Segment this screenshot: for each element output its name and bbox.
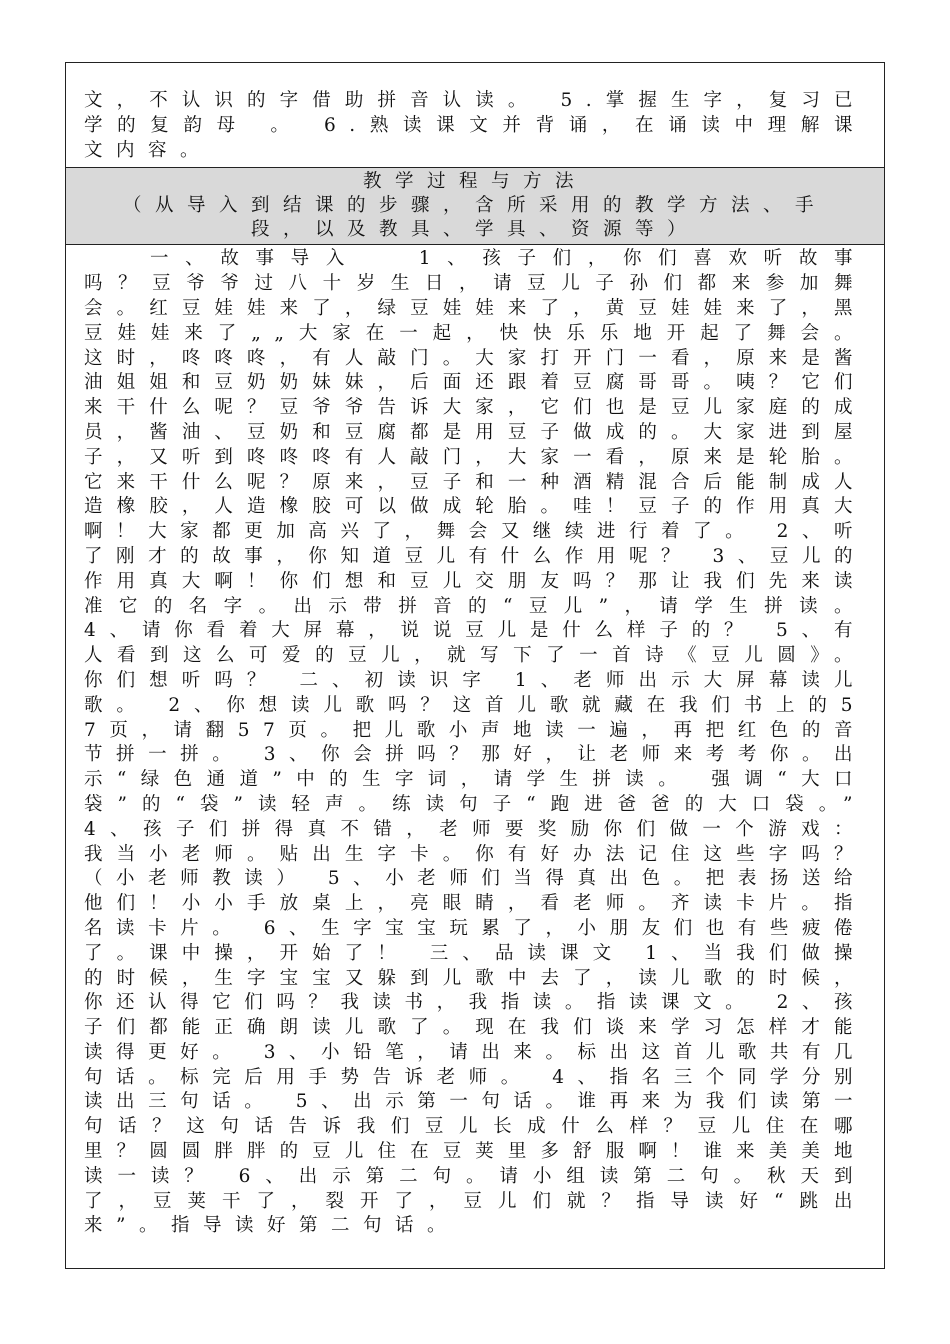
- section-subtitle: （从导入到结课的步骤，含所采用的教学方法、手段，以及教具、学具、资源等）: [122, 195, 827, 241]
- section-header: [66, 168, 884, 245]
- section-title: 教学过程与方法: [362, 171, 587, 193]
- objectives-cell: [66, 63, 884, 168]
- objectives-text: 文，不认识的字借助拼音认读。 5.掌握生字，复习已学的复韵母 。 6.熟读课文并背诵，在诵读中理解课文内容。: [84, 90, 866, 161]
- lesson-plan-table: [65, 62, 885, 1269]
- process-text: 一、故事导入 1、孩子们，你们喜欢听故事吗？豆爷爷过八十岁生日，请豆儿子孙们都来参加舞会。红豆娃娃来了，绿豆娃娃来了，黄豆娃娃来了，黑豆娃娃来了„„大家在一起，快快乐乐地开起了舞会。这时，咚咚咚，有人敲门。大家打开门一看，原来是酱油姐姐和豆奶奶妹妹，后面还跟着豆腐哥哥。咦？它们来干什么呢？豆爷爷告诉大家，它们也是豆儿家庭的成员，酱油、豆奶和豆腐都是用豆子做成的。大家进到屋子，又听到咚咚咚有人敲门，大家一看，原来是轮胎。它来干什么呢？原来，豆子和一种酒精混合后能制成人造橡胶，人造橡胶可以做成轮胎。哇！豆子的作用真大啊！大家都更加高兴了，舞会又继续进行着了。 2、听了刚才的故事，你知道豆儿有什么作用呢？ 3、豆儿的作用真大啊！你们想和豆儿交朋友吗？那让我们先来读准它的名字。出示带拼音的“豆儿”，请学生拼读。 4、请你看着大屏幕，说说豆儿是什么样子的？ 5、有人看到这么可爱的豆儿，就写下了一首诗《豆儿圆》。你们想听吗？ 二、初读识字 1、老师出示大屏幕读儿歌。 2、你想读儿歌吗？这首儿歌就藏在我们书上的57页，请翻57页。把儿歌小声地读一遍，再把红色的音节拼一拼。 3、你会拼吗？那好，让老师来考考你。出示“绿色通道”中的生字词，请学生拼读。 强调“大口袋”的“袋”读轻声。练读句子“跑进爸爸的大口袋。” 4、孩子们拼得真不错，老师要奖励你们做一个游戏：我当小老师。贴出生字卡。你有好办法记住这些字吗？（小老师教读） 5、小老师们当得真出色。把表扬送给他们！小小手放桌上，亮眼睛，看老师。齐读卡片。指名读卡片。 6、生字宝宝玩累了，小朋友们也有些疲倦了。课中操，开始了！ 三、品读课文 1、当我们做操的时候，生字宝宝又躲到儿歌中去了，读儿歌的时候，你还认得它们吗？我读书，我指读。指读课文。 2、孩子们都能正确朗读儿歌了。现在我们谈来学习怎样才能读得更好。 3、小铅笔，请出来。标出这首儿歌共有几句话。标完后用手势告诉老师。 4、指名三个同学分别读出三句话。 5、出示第一句话。谁再来为我们读第一句话？这句话告诉我们豆儿长成什么样？豆儿住在哪里？圆圆胖胖的豆儿住在豆荚里多舒服啊！谁来美美地读一读？ 6、出示第二句。请小组读第二句。秋天到了，豆荚干了，裂开了，豆儿们就？指导读好“跳出来”。指导读好第二句话。: [84, 248, 866, 1237]
- process-cell: [66, 245, 884, 1268]
